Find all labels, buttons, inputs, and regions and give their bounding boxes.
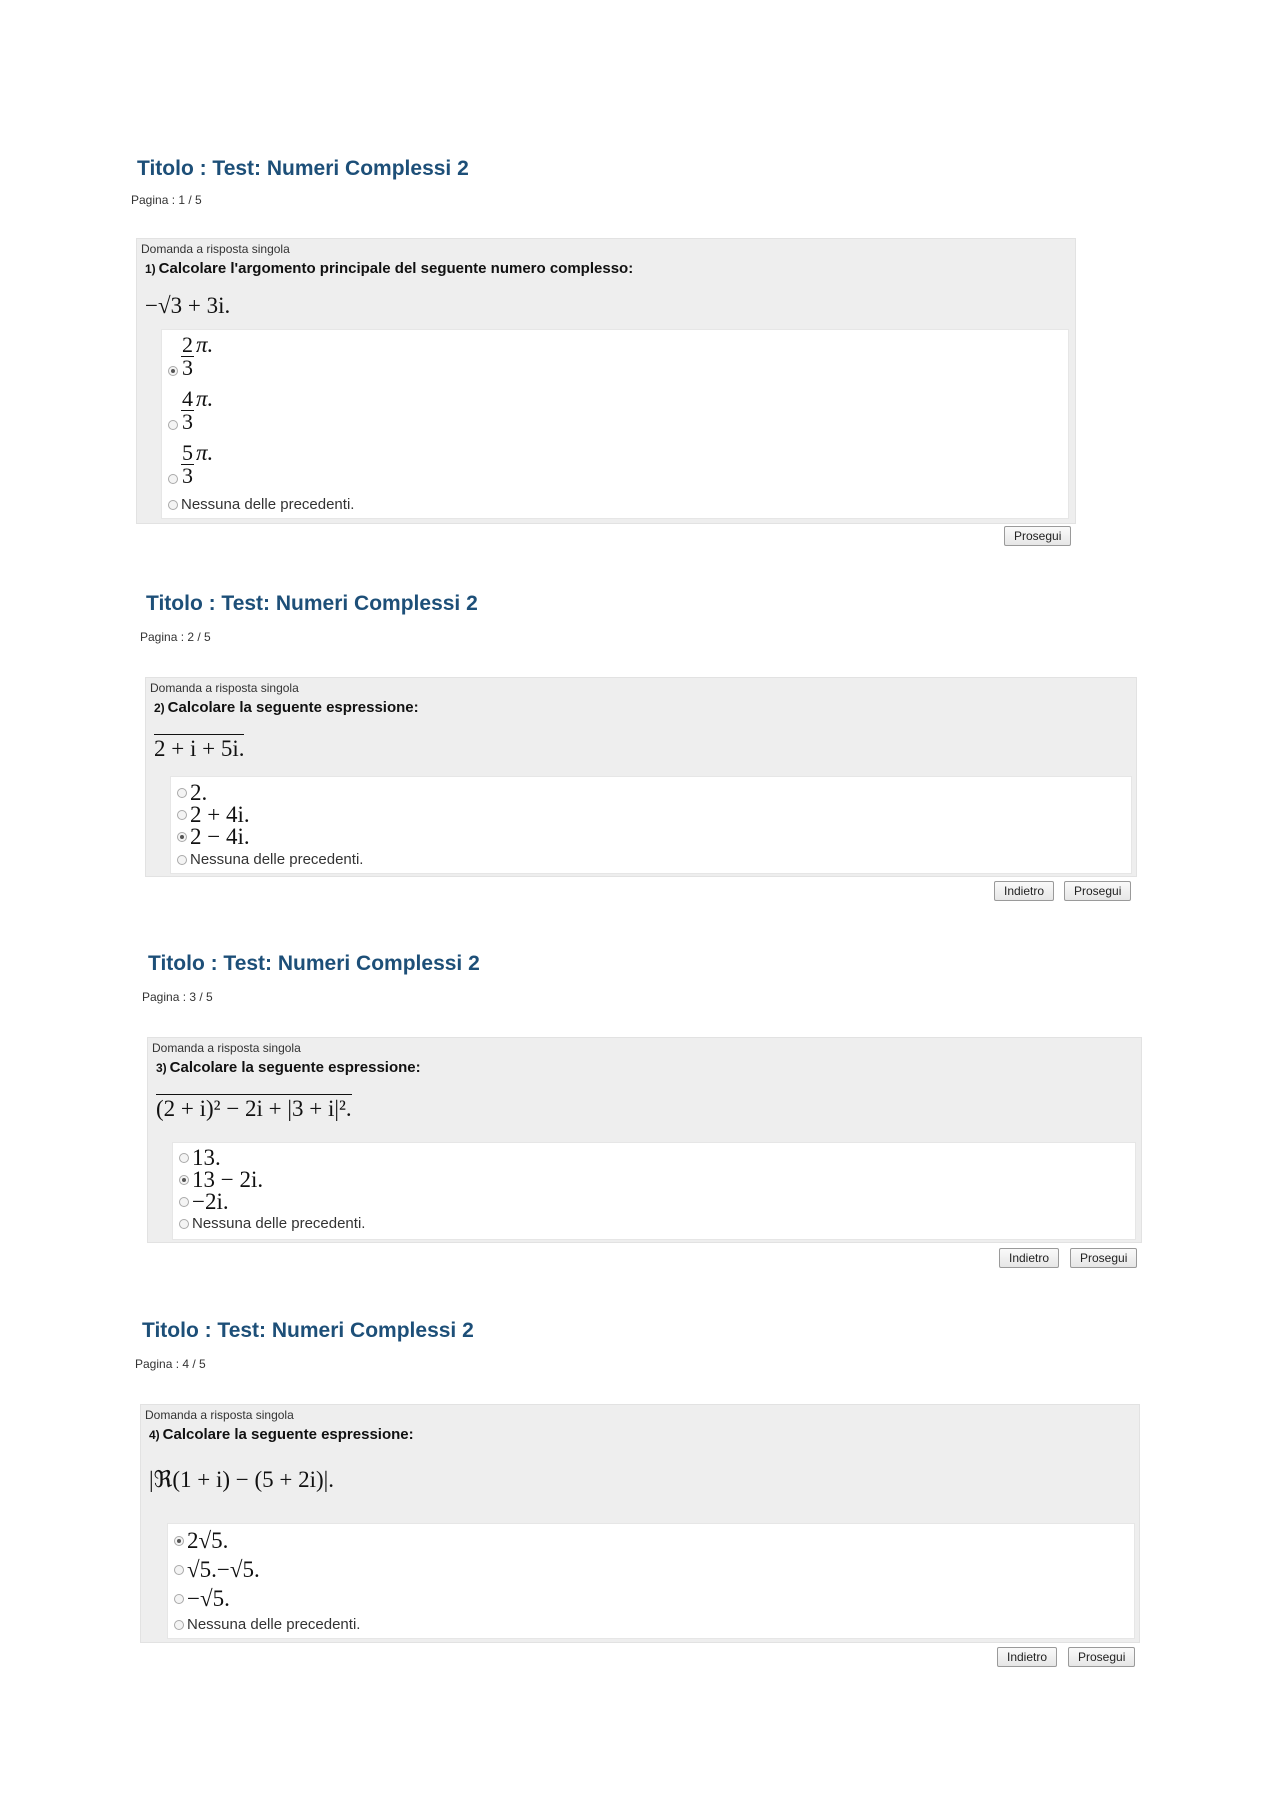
radio-button[interactable] — [174, 1620, 184, 1630]
radio-button[interactable] — [174, 1594, 184, 1604]
answer-option[interactable] — [174, 1586, 230, 1612]
answer-option[interactable]: $\frac{5}{3}$ π. — [168, 440, 213, 487]
expression-text: |ℜ(1 + i) − (5 + 2i)|. — [149, 1467, 335, 1492]
option-label: 2 − 4i. — [190, 824, 250, 849]
prosegui-button[interactable]: Prosegui — [1004, 526, 1071, 546]
option-label: 2√5. — [187, 1528, 229, 1553]
page-indicator: Pagina : 2 / 5 — [140, 630, 211, 644]
prosegui-button[interactable]: Prosegui — [1068, 1647, 1135, 1667]
question-label: Calcolare la seguente espressione: — [162, 1426, 414, 1443]
question-label: Calcolare la seguente espressione: — [169, 1059, 421, 1076]
answers-box — [167, 1523, 1135, 1639]
page-indicator: Pagina : 3 / 5 — [142, 990, 213, 1004]
fraction: $\frac{5}{3}$ — [182, 440, 193, 488]
radio-button[interactable] — [174, 1536, 184, 1546]
page-title: Titolo : Test: Numeri Complessi 2 — [137, 157, 469, 180]
option-label: 13. — [192, 1145, 221, 1170]
indietro-button[interactable]: Indietro — [997, 1647, 1057, 1667]
question-type: Domanda a risposta singola — [150, 681, 299, 695]
page-indicator: Pagina : 1 / 5 — [131, 193, 202, 207]
page-indicator: Pagina : 4 / 5 — [135, 1357, 206, 1371]
option-label: −√5. — [187, 1586, 230, 1611]
page-title: Titolo : Test: Numeri Complessi 2 — [142, 1319, 474, 1342]
question-box — [140, 1404, 1140, 1643]
option-label: −2i. — [192, 1189, 229, 1214]
question-number: 1) — [145, 262, 156, 276]
option-label: 13 − 2i. — [192, 1167, 264, 1192]
question-type: Domanda a risposta singola — [152, 1041, 301, 1055]
fraction: $\frac{4}{3}$ — [182, 386, 193, 434]
question-label: Calcolare l'argomento principale del seguente numero complesso: — [158, 260, 634, 277]
question-text — [149, 1426, 414, 1443]
question-type: Domanda a risposta singola — [141, 242, 290, 256]
answer-option[interactable] — [174, 1616, 360, 1633]
answer-option[interactable]: $\frac{2}{3}$ π. — [168, 332, 213, 379]
option-label: Nessuna delle precedenti. — [190, 851, 364, 868]
indietro-button[interactable]: Indietro — [994, 881, 1054, 901]
expression-text: −√3 + 3i. — [145, 293, 231, 318]
question-number: 2) — [154, 701, 165, 715]
page-title: Titolo : Test: Numeri Complessi 2 — [148, 952, 480, 975]
expression-text: 2 + i + 5i. — [154, 736, 245, 761]
answer-option[interactable] — [174, 1557, 260, 1583]
question-number: 4) — [149, 1428, 160, 1442]
prosegui-button[interactable]: Prosegui — [1070, 1248, 1137, 1268]
option-label: √5.−√5. — [187, 1557, 260, 1582]
option-label: 2. — [190, 780, 208, 805]
page-title: Titolo : Test: Numeri Complessi 2 — [146, 592, 478, 615]
question-label: Calcolare la seguente espressione: — [167, 699, 419, 716]
question-number: 3) — [156, 1061, 167, 1075]
question-type: Domanda a risposta singola — [145, 1408, 294, 1422]
answer-option[interactable]: $\frac{4}{3}$ π. — [168, 386, 213, 433]
option-label: Nessuna delle precedenti. — [192, 1215, 366, 1232]
expression-text: (2 + i)² − 2i + |3 + i|². — [156, 1096, 352, 1121]
indietro-button[interactable]: Indietro — [999, 1248, 1059, 1268]
option-label: Nessuna delle precedenti. — [181, 496, 355, 513]
option-label: Nessuna delle precedenti. — [187, 1616, 361, 1633]
answer-option[interactable] — [174, 1528, 228, 1554]
prosegui-button[interactable]: Prosegui — [1064, 881, 1131, 901]
option-label: 2 + 4i. — [190, 802, 250, 827]
math-expression — [149, 1467, 334, 1493]
radio-button[interactable] — [174, 1565, 184, 1575]
fraction: $\frac{2}{3}$ — [182, 332, 193, 380]
